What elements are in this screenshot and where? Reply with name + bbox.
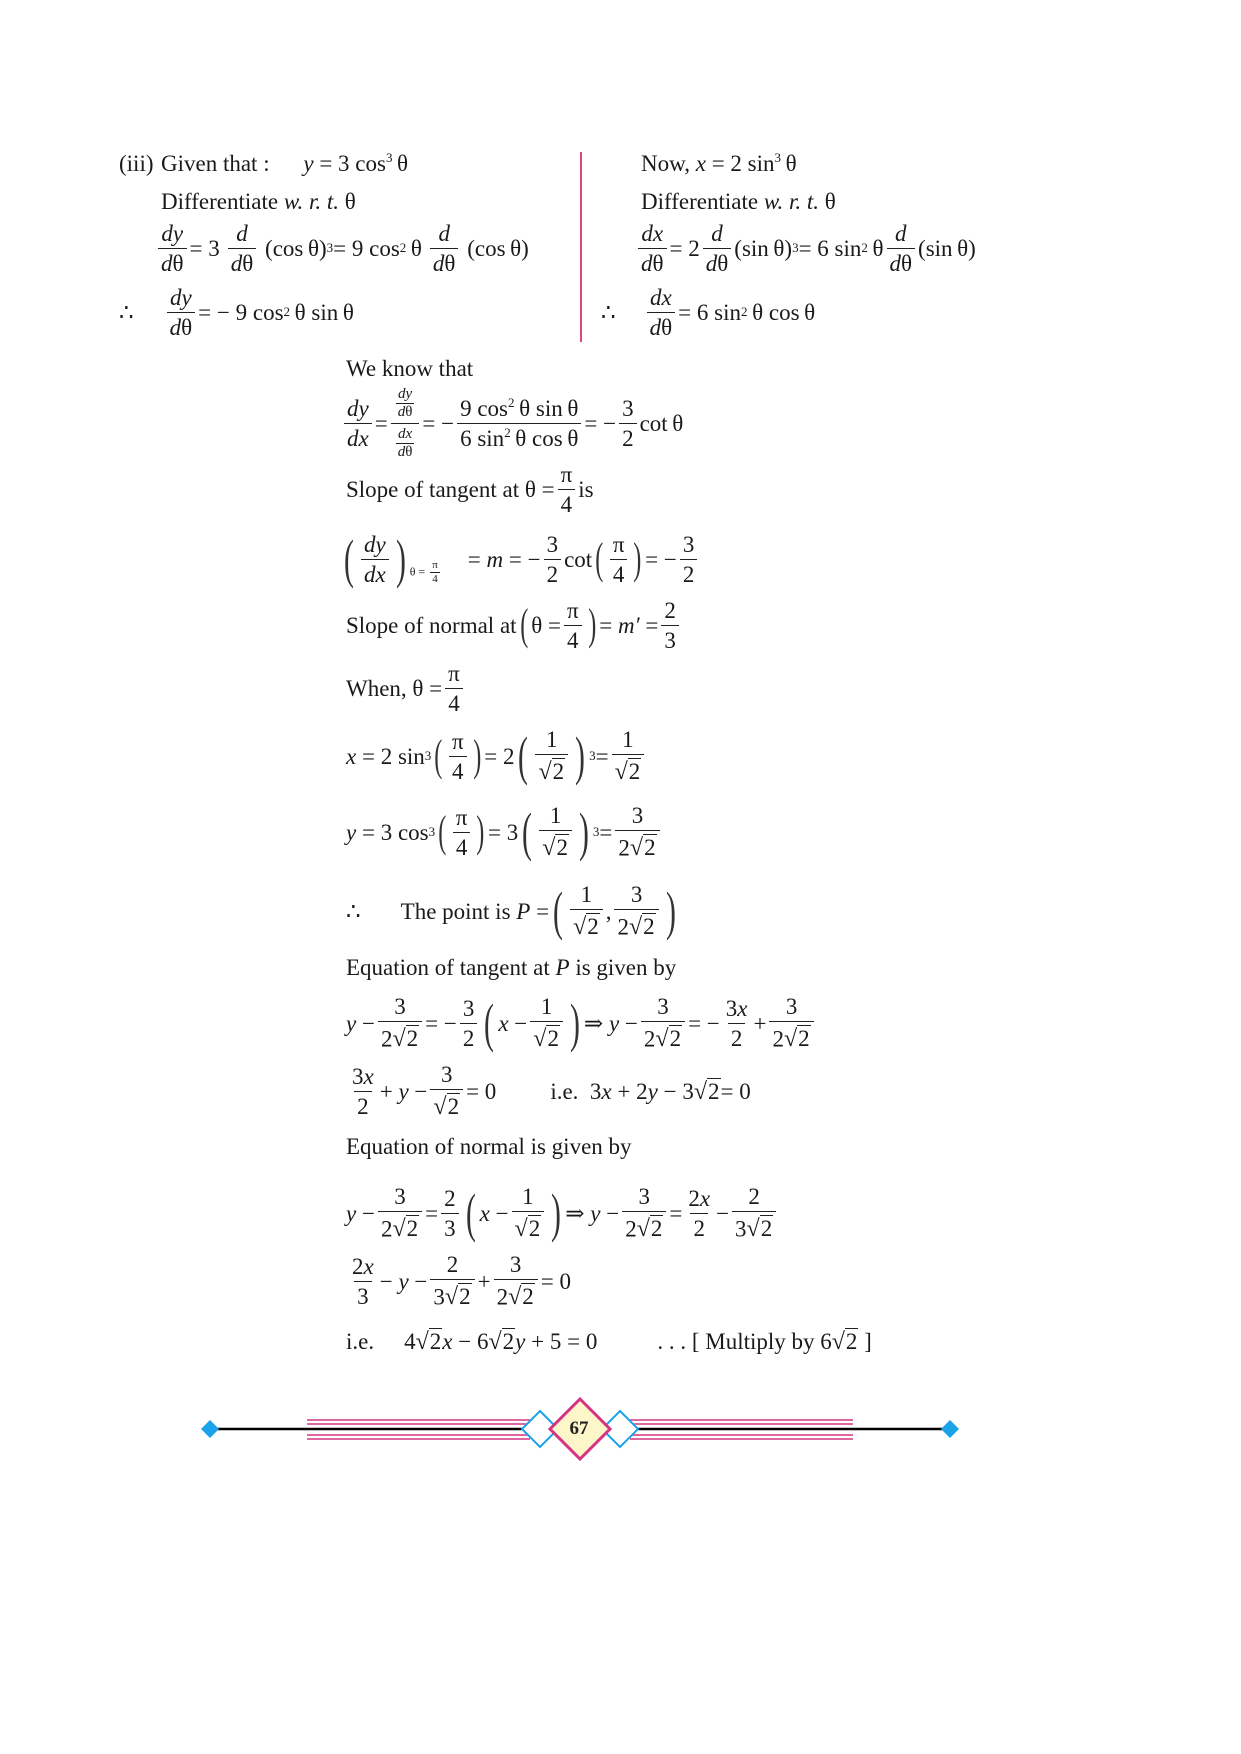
part-label-text: (iii) <box>119 151 154 176</box>
wrt-label-right: w. r. t. <box>763 189 820 214</box>
differentiate-label-right: Differentiate <box>641 189 759 214</box>
therefore-symbol: ∴ <box>346 898 361 924</box>
now-line: Now, x = 2 $\sin^3 \theta$ <box>641 150 797 176</box>
x-value-line: x = 2 sin 3 ( $\frac{\pi}{4}$ ) = 2 ( 1 √ 2 ) 3 = 1 √ 2 <box>346 724 647 788</box>
dx-dtheta-eq-1: $\frac{dx}{d\theta}$ = 2 $\frac{d}{d\theta}$ (sin θ) 3 = 6 sin 2 θ $\frac{d}{d\theta}$ (sin θ) <box>635 218 976 278</box>
normal-eq-final: i.e. 4 √ 2 x − 6 √ 2 y + 5 = 0 . . . [ Multiply by 6 √ 2 ] <box>346 1328 872 1356</box>
eq-tangent-heading: Equation of tangent at P is given by <box>346 955 677 980</box>
eq-tangent-pre: Equation of tangent at <box>346 955 550 980</box>
slope-tangent-label: Slope of tangent at θ = <box>346 476 555 502</box>
eq-normal-text: Equation of normal is given by <box>346 1134 632 1159</box>
theta-label-right: θ <box>824 189 836 214</box>
page-number: 67 <box>569 1418 589 1439</box>
ie-label-normal: i.e. <box>346 1328 375 1354</box>
normal-eq-1: y − 3 2 √ 2 = $\frac{2}{3}$ ( x − 1 √ 2 ) ⇒ y − 3 2 √ 2 = $\frac{2x}{2}$ − 2 3 √ 2 <box>346 1180 779 1246</box>
dx-dtheta-eq-2: ∴ $\frac{dx}{d\theta}$ = 6 sin 2 θ cos θ <box>601 284 816 340</box>
eq-normal-heading <box>346 1135 632 1158</box>
we-know-that <box>346 357 473 380</box>
when-theta-line: When, θ = $\frac{\pi}{4}$ <box>346 660 466 716</box>
footer-left-diamond <box>201 1420 219 1438</box>
y-value-line: y = 3 cos 3 ( $\frac{\pi}{4}$ ) = 3 ( 1 √ 2 ) 3 = 3 2 √ 2 <box>346 800 663 864</box>
differentiate-right <box>641 190 836 213</box>
when-label: When, θ = <box>346 675 443 701</box>
given-line: Given that : y = 3 $\cos^3 \theta$ <box>161 150 409 176</box>
theta-label: θ <box>344 189 356 214</box>
wrt-label: w. r. t. <box>283 189 340 214</box>
multiply-note: . . . [ Multiply by 6 <box>657 1328 832 1354</box>
footer-right-diamond <box>941 1420 959 1438</box>
page-footer-ornament <box>0 1395 1241 1465</box>
eq-tangent-post: is given by <box>575 955 677 980</box>
slope-normal-label: Slope of normal at <box>346 612 517 638</box>
slope-value-line: ( $\frac{dy}{dx}$ ) θ = $\frac{\pi}{4}$ = m = − $\frac{3}{2}$ cot ( $\frac{\pi}{4}$ ) = − $\frac{3}{2}$ <box>340 527 700 591</box>
slope-normal-line: Slope of normal at ( θ = $\frac{\pi}{4}$ ) = m′ = $\frac{2}{3}$ <box>346 596 682 654</box>
dy-dtheta-eq-1: $\frac{dy}{d\theta}$ = 3 $\frac{d}{d\theta}$ (cos θ) 3 = 9 cos 2 θ $\frac{d}{d\theta}$ (cos θ) <box>155 218 529 278</box>
given-label: Given that : <box>161 151 270 176</box>
normal-eq-2: $\frac{2x}{3}$ − y − 2 3 √ 2 + 3 2 √ 2 = 0 <box>352 1251 571 1311</box>
ie-label-tangent: i.e. <box>550 1078 579 1104</box>
slope-tangent-line: Slope of tangent at θ = $\frac{\pi}{4}$ is <box>346 461 594 517</box>
point-p-line: ∴ The point is P = ( 1 √ 2 , 3 2 √ 2 ) <box>346 881 676 941</box>
multiply-note-close: ] <box>864 1328 872 1354</box>
part-label <box>119 152 154 175</box>
differentiate-label: Differentiate <box>161 189 279 214</box>
we-know-text: We know that <box>346 356 474 381</box>
dy-dtheta-eq-2: ∴ $\frac{dy}{d\theta}$ = − 9 cos 2 θ sin θ <box>119 284 354 340</box>
differentiate-left <box>161 190 356 213</box>
is-label: is <box>578 476 594 502</box>
tangent-eq-1: y − 3 2 √ 2 = − $\frac{3}{2}$ ( x − 1 √ 2 ) ⇒ y − 3 2 √ 2 = − $\frac{3x}{2}$ + 3 2 √ 2 <box>346 990 817 1056</box>
now-label: Now, <box>641 151 690 176</box>
the-point-label: The point is <box>400 898 511 924</box>
dy-dx-derivation: $\frac{dy}{dx}$ = $\frac{\frac{dy}{d\theta}}{\frac{dx}{d\theta}}$ = − $\frac{9 \cos^2 \theta \sin \theta}{6 \sin^2 \theta \cos \theta}$ = − $\frac{3}{2}$ cot θ <box>341 390 683 456</box>
tangent-eq-2: $\frac{3x}{2}$ + y − 3 √ 2 = 0 i.e. 3 x + 2 y − 3 √ 2 = 0 <box>352 1061 751 1121</box>
column-divider <box>580 152 582 342</box>
